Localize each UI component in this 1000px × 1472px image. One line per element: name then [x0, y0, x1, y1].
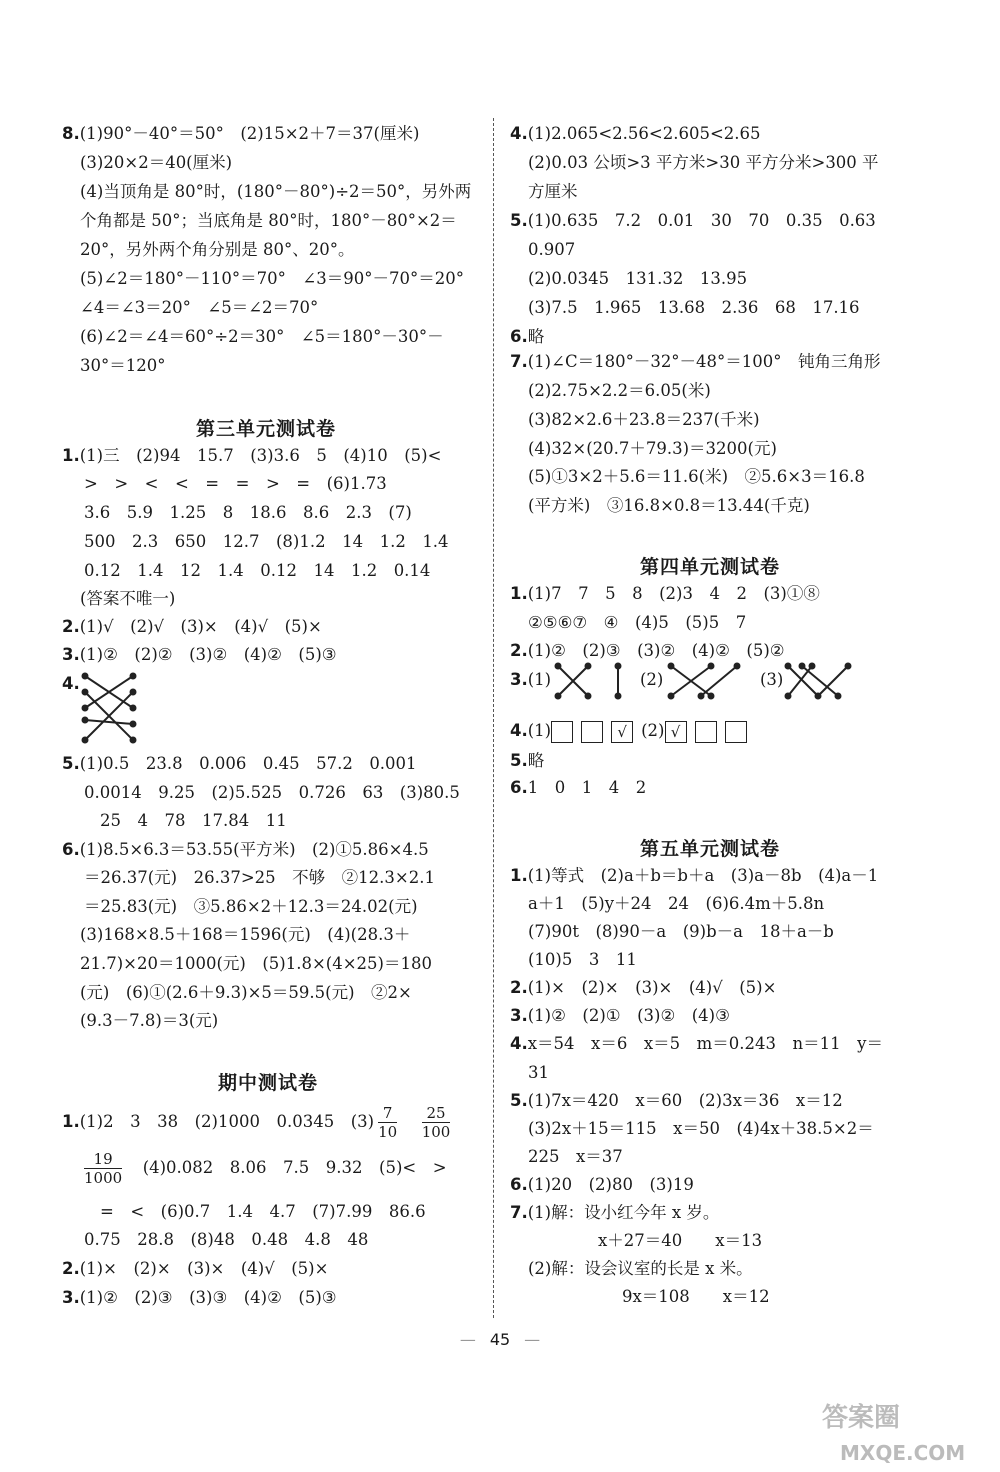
- answer-line: 6.略: [510, 327, 545, 346]
- answer-line: 7.(1)∠C＝180°－32°－48°＝100° 钝角三角形: [510, 352, 881, 371]
- checkbox-checked: √: [665, 721, 687, 743]
- answer-line: 5.(1)0.5 23.8 0.006 0.45 57.2 0.001: [62, 754, 417, 773]
- answer-line: 个角都是 50°；当底角是 80°时，180°－80°×2＝: [80, 211, 457, 230]
- answer-line: 4.: [62, 674, 80, 693]
- answer-line: (3)82×2.6＋23.8＝237(千米): [528, 410, 760, 429]
- answer-line: 0.907: [528, 240, 576, 259]
- answer-line: 7.(1)解：设小红今年 x 岁。: [510, 1203, 720, 1222]
- answer-line: > > < < = = > = (6)1.73: [84, 474, 387, 493]
- answer-line: (3)2x＋15＝115 x＝50 (4)4x＋38.5×2＝: [528, 1119, 874, 1138]
- fraction: $\frac{7}{10}$: [378, 1104, 398, 1141]
- answer-line: 2.(1)× (2)× (3)× (4)√ (5)×: [62, 1259, 329, 1278]
- answer-line: 31: [528, 1063, 549, 1082]
- answer-line: 1.(1)等式 (2)a＋b＝b＋a (3)a－8b (4)a－1: [510, 866, 879, 885]
- answer-line: $\frac{19}{1000}$ (4)0.082 8.06 7.5 9.32 (5)< >: [84, 1150, 447, 1187]
- section-heading: 第五单元测试卷: [640, 838, 781, 860]
- answer-line: (6)∠2＝∠4＝60°÷2＝30° ∠5＝180°－30°－: [80, 327, 444, 346]
- answer-line: 4.x＝54 x＝6 x＝5 m＝0.243 n＝11 y＝: [510, 1034, 883, 1053]
- checkbox-empty: [581, 721, 603, 743]
- page-number: — 45 —: [0, 1330, 1000, 1349]
- answer-line: 6.(1)20 (2)80 (3)19: [510, 1175, 694, 1194]
- answer-line: 9x＝108 x＝12: [622, 1287, 770, 1306]
- answer-line: (5)①3×2＋5.6＝11.6(米) ②5.6×3＝16.8: [528, 467, 865, 486]
- answer-line: 方厘米: [528, 182, 578, 201]
- answer-line: 21.7)×20＝1000(元) (5)1.8×(4×25)＝180: [80, 954, 432, 973]
- answer-line: (2)0.0345 131.32 13.95: [528, 269, 748, 288]
- answer-line: (2)0.03 公顷>3 平方米>30 平方分米>300 平: [528, 153, 879, 172]
- answer-line: (10)5 3 11: [528, 950, 637, 969]
- answer-line: 25 4 78 17.84 11: [100, 811, 287, 830]
- answer-line: ＝25.83(元) ③5.86×2＋12.3＝24.02(元): [84, 897, 418, 916]
- answer-line: 3.(1)② (2)③ (3)③ (4)② (5)③: [62, 1288, 337, 1307]
- answer-line: (7)90t (8)90－a (9)b－a 18＋a－b: [528, 922, 834, 941]
- svg-text:答案圈: 答案圈: [822, 1403, 901, 1433]
- answer-line: (2)解：设会议室的长是 x 米。: [528, 1259, 753, 1278]
- answer-line: (3)20×2＝40(厘米): [80, 153, 233, 172]
- answer-line: 3.(1)② (2)① (3)② (4)③: [510, 1006, 730, 1025]
- answer-line: ②⑤⑥⑦ ④ (4)5 (5)5 7: [528, 613, 747, 632]
- answer-line: (4)当顶角是 80°时，(180°－80°)÷2＝50°，另外两: [80, 182, 472, 201]
- answer-line: (3): [760, 670, 784, 689]
- answer-line: 225 x＝37: [528, 1147, 623, 1166]
- answer-line: 2.(1)× (2)× (3)× (4)√ (5)×: [510, 978, 777, 997]
- fraction: $\frac{19}{1000}$: [84, 1150, 123, 1187]
- answer-line: 8.(1)90°－40°＝50° (2)15×2＋7＝37(厘米): [62, 124, 420, 143]
- answer-line: 1.(1)7 7 5 8 (2)3 4 2 (3)①⑧: [510, 584, 820, 603]
- fraction: $\frac{25}{100}$: [421, 1104, 451, 1141]
- answer-line: 0.75 28.8 (8)48 0.48 4.8 48: [84, 1230, 369, 1249]
- answer-line: 500 2.3 650 12.7 (8)1.2 14 1.2 1.4: [84, 532, 449, 551]
- line-drawing-1: [552, 660, 632, 702]
- answer-line: 30°＝120°: [80, 356, 166, 375]
- checkbox-empty: [695, 721, 717, 743]
- answer-line: 2.(1)√ (2)√ (3)× (4)√ (5)×: [62, 617, 322, 636]
- answer-line: = < (6)0.7 1.4 4.7 (7)7.99 86.6: [100, 1202, 426, 1221]
- column-divider: [493, 118, 494, 1318]
- answer-line: (2): [640, 670, 664, 689]
- answer-line: 6.(1)8.5×6.3＝53.55(平方米) (2)①5.86×4.5: [62, 840, 429, 859]
- checkbox-empty: [725, 721, 747, 743]
- answer-line: (2)2.75×2.2＝6.05(米): [528, 381, 711, 400]
- answer-line: 2.(1)② (2)③ (3)② (4)② (5)②: [510, 641, 785, 660]
- line-drawing-2: [665, 660, 755, 702]
- answer-line: (3)7.5 1.965 13.68 2.36 68 17.16: [528, 298, 860, 317]
- section-heading: 第三单元测试卷: [196, 418, 337, 440]
- answer-line: (答案不唯一): [80, 589, 176, 608]
- line-drawing-3: [782, 660, 872, 702]
- answer-line: 0.12 1.4 12 1.4 0.12 14 1.2 0.14: [84, 561, 431, 580]
- answer-line: a＋1 (5)y＋24 24 (6)6.4m＋5.8n: [528, 894, 825, 913]
- answer-line: (5)∠2＝180°－110°＝70° ∠3＝90°－70°＝20°: [80, 269, 464, 288]
- answer-line: 4.(1)2.065<2.56<2.605<2.65: [510, 124, 761, 143]
- checkbox-checked: √: [611, 721, 633, 743]
- answer-line: 20°，另外两个角分别是 80°、20°。: [80, 240, 355, 259]
- checkbox-empty: [551, 721, 573, 743]
- answer-line: 5.(1)0.635 7.2 0.01 30 70 0.35 0.63: [510, 211, 876, 230]
- watermark-logo: [800, 1390, 990, 1468]
- answer-line: 1.(1)三 (2)94 15.7 (3)3.6 5 (4)10 (5)<: [62, 446, 442, 465]
- answer-line: 5.略: [510, 751, 545, 770]
- section-heading: 第四单元测试卷: [640, 556, 781, 578]
- answer-line: 4.(1) √ (2) √: [510, 718, 755, 744]
- answer-line: 3.(1)② (2)② (3)② (4)② (5)③: [62, 645, 337, 664]
- section-heading: 期中测试卷: [218, 1072, 319, 1094]
- matching-lines-diagram: [77, 668, 157, 744]
- answer-line: 3.6 5.9 1.25 8 18.6 8.6 2.3 (7): [84, 503, 412, 522]
- svg-text:MXQE.COM: MXQE.COM: [840, 1441, 966, 1465]
- answer-line: (4)32×(20.7＋79.3)＝3200(元): [528, 439, 777, 458]
- answer-line: 3.(1): [510, 670, 552, 689]
- answer-line: (平方米) ③16.8×0.8＝13.44(千克): [528, 496, 810, 515]
- answer-line: 1.(1)2 3 38 (2)1000 0.0345 (3) $\frac{7}{10}$ $\frac{25}{100}$: [62, 1104, 451, 1141]
- answer-line: 0.0014 9.25 (2)5.525 0.726 63 (3)80.5: [84, 783, 460, 802]
- answer-line: (9.3－7.8)＝3(元): [80, 1011, 219, 1030]
- answer-line: (3)168×8.5＋168＝1596(元) (4)(28.3＋: [80, 925, 411, 944]
- answer-line: (元) (6)①(2.6＋9.3)×5＝59.5(元) ②2×: [80, 983, 412, 1002]
- answer-line: 6.1 0 1 4 2: [510, 778, 647, 797]
- answer-line: ∠4＝∠3＝20° ∠5＝∠2＝70°: [80, 298, 319, 317]
- answer-line: 5.(1)7x＝420 x＝60 (2)3x＝36 x＝12: [510, 1091, 843, 1110]
- answer-line: ＝26.37(元) 26.37>25 不够 ②12.3×2.1: [84, 868, 435, 887]
- answer-line: x＋27＝40 x＝13: [598, 1231, 763, 1250]
